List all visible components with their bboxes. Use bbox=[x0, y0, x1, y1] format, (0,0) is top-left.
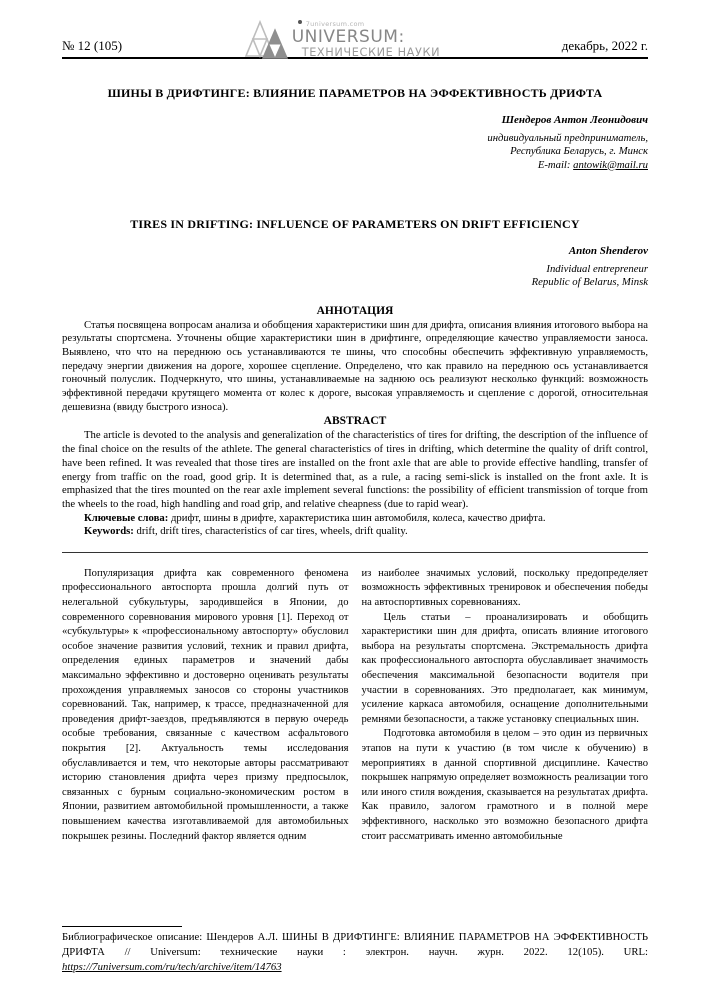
journal-header bbox=[62, 0, 648, 59]
body-paragraph: Цель статьи – проанализировать и обобщить характеристики шин для дрифта, описать влияние итогового выбора на результаты спортсмена. Экстремальность дрифта как профессионального автоспорта обуславливает значимость обеспечения максимальной безопасности водителя при участии в соревнованиях. Это предполагает, как минимум, усиление каркаса автомобиля, оснащение дополнительными ремнями безопасности, а также установку специальных шин. bbox=[361, 611, 648, 725]
keywords-ru-label: Ключевые слова: bbox=[84, 511, 169, 524]
author-name-en: Anton Shenderov bbox=[568, 245, 648, 257]
keywords-ru-text: дрифт, шины в дрифте, характеристика шин автомобиля, колеса, качество дрифта. bbox=[168, 511, 546, 524]
body-paragraph: Подготовка автомобиля в целом – это один из первичных этапов на пути к участию (в том числе к обучению) в мероприятиях в данной спортивной дисциплине. Качество покрышек напрямую определяет возможность реализации того или иного стиля вождения, сказывается на результатах дрифта. Как правило, залогом грамотного и в полной мере эффективного, насколько это возможно безопасного дрифта стоит рассматривать именно автомобильные bbox=[361, 728, 648, 842]
logo-site-url: 7universum.com bbox=[292, 21, 440, 28]
article-body-columns bbox=[62, 567, 648, 919]
author-affiliation-ru-1: индивидуальный предприниматель, bbox=[487, 131, 648, 144]
body-paragraph: из наиболее значимых условий, поскольку предопределяет возможность эффективных тренировок и обеспечения победы на автоспортивных соревнованиях. bbox=[361, 567, 648, 609]
bibliographic-footer bbox=[62, 926, 648, 1003]
article-title-en: TIRES IN DRIFTING: INFLUENCE OF PARAMETERS ON DRIFT EFFICIENCY bbox=[130, 217, 580, 231]
footnote-divider bbox=[62, 926, 182, 927]
author-affiliation-ru-2: Республика Беларусь, г. Минск bbox=[510, 145, 648, 157]
keywords-en-label: Keywords: bbox=[84, 525, 134, 538]
article-title-ru: ШИНЫ В ДРИФТИНГЕ: ВЛИЯНИЕ ПАРАМЕТРОВ НА ЭФФЕКТИВНОСТЬ ДРИФТА bbox=[107, 86, 603, 100]
author-email-line bbox=[62, 159, 648, 173]
right-column bbox=[362, 567, 649, 919]
logo-triangles-icon bbox=[244, 18, 290, 60]
logo-text bbox=[292, 21, 440, 60]
bibliographic-description bbox=[62, 930, 648, 975]
issue-number: № 12 (105) bbox=[62, 38, 123, 53]
keywords-ru bbox=[62, 512, 648, 526]
logo-journal-name: UNIVERSUM: bbox=[291, 26, 405, 47]
email-label: E-mail: bbox=[537, 158, 574, 171]
issue-date: декабрь, 2022 г. bbox=[561, 38, 648, 53]
abstract-heading: ABSTRACT bbox=[323, 415, 387, 428]
abstract-text: The article is devoted to the analysis and generalization of the characteristics of tires for drifting, the description of the influence of the final choice on the results of the athlete. The general characteristics of tires in drifting, which determine the quality of drift control, have been refined. It was revealed that those tires are installed on the front axle that are able to provide effective handling, transfer of energy from traffic on the road, good grip. It is determined that, as a rule, a racing semi-slick is installed on the front axle. It is emphasized that the tires mounted on the rear axle implement several functions: the possibility of efficient transmission of torque from the wheels to the road, high handling and road grip, and relative cheapness (due to rapid wear). bbox=[62, 429, 648, 510]
email-link[interactable]: antowik@mail.ru bbox=[573, 158, 648, 171]
author-block-en bbox=[62, 245, 648, 290]
annotation-heading: АННОТАЦИЯ bbox=[316, 304, 394, 317]
logo-dot-icon bbox=[298, 20, 302, 24]
author-affiliation-en-1: Individual entrepreneur bbox=[546, 262, 648, 275]
logo-journal-section: ТЕХНИЧЕСКИЕ НАУКИ bbox=[301, 45, 441, 59]
bibliographic-text: Библиографическое описание: Шендеров А.Л. ШИНЫ В ДРИФТИНГЕ: ВЛИЯНИЕ ПАРАМЕТРОВ НА ЭФФЕКТИВНОСТЬ ДРИФТА // Universum: технические науки : электрон. научн. журн. 2022. 12(105). URL: bbox=[62, 931, 648, 958]
section-divider bbox=[62, 552, 648, 553]
keywords-en bbox=[62, 525, 648, 539]
annotation-text: Статья посвящена вопросам анализа и обобщения характеристики шин для дрифта, описания влияния итогового выбора на результаты спортсмена. Уточнены общие характеристики шин в дрифтинге, определяющие качество управляемости заноса. Выявлено, что что на переднюю ось устанавливаются те шины, что способны обеспечить эффективную управляемость, передачу энергии движения на дороге, хорошее сцепление. Определено, что как правило на переднюю ось устанавливается гоночный полуслик. Подчеркнуто, что шины, устанавливаемые на заднюю ось реализуют несколько функций: возможность эффективной передачи крутящего момента от колес к дороге, высокая управляемость и сцепление с дорогой, относительная дешевизна (ввиду быстрого износа). bbox=[62, 318, 648, 413]
keywords-en-text: drift, drift tires, characteristics of car tires, wheels, drift quality. bbox=[133, 525, 408, 538]
article-url-link[interactable]: https://7universum.com/ru/tech/archive/item/14763 bbox=[62, 961, 282, 973]
journal-logo bbox=[244, 18, 440, 60]
author-name-ru: Шендеров Антон Леонидович bbox=[501, 114, 648, 126]
left-column bbox=[62, 567, 349, 919]
body-paragraph: Популяризация дрифта как современного феномена профессионального автоспорта прошла долгий путь от нелегальной субкультуры, зародившейся в Японии, до современного соревнования мирового уровня [1]. Переход от «субкультуры» к «профессиональному автоспорту» обусловил особое значение развития условий, техник и правил дрифта, определения единых параметров и значений дабы максимально эффективно и достоверно оценивать результаты прохождения управляемых заносов со стороны участников соревнований. Так, например, к трассе, предназначенной для проведения дрифт-заездов, предъявляются в первую очередь особые требования, связанные с качеством асфальтового покрытия [2]. Актуальность темы исследования обуславливается и тем, что некоторые авторы рассматривают историю становления дрифта через призму предпосылок, связанных с бурным социально-экономическим ростом в Японии, развитием автомобильной промышленности, а также повышением качества изготавливаемой для автомобильных покрышек резины. Последний фактор является одним bbox=[62, 567, 349, 842]
author-block-ru bbox=[62, 114, 648, 172]
author-affiliation-en-2: Republic of Belarus, Minsk bbox=[531, 276, 648, 288]
